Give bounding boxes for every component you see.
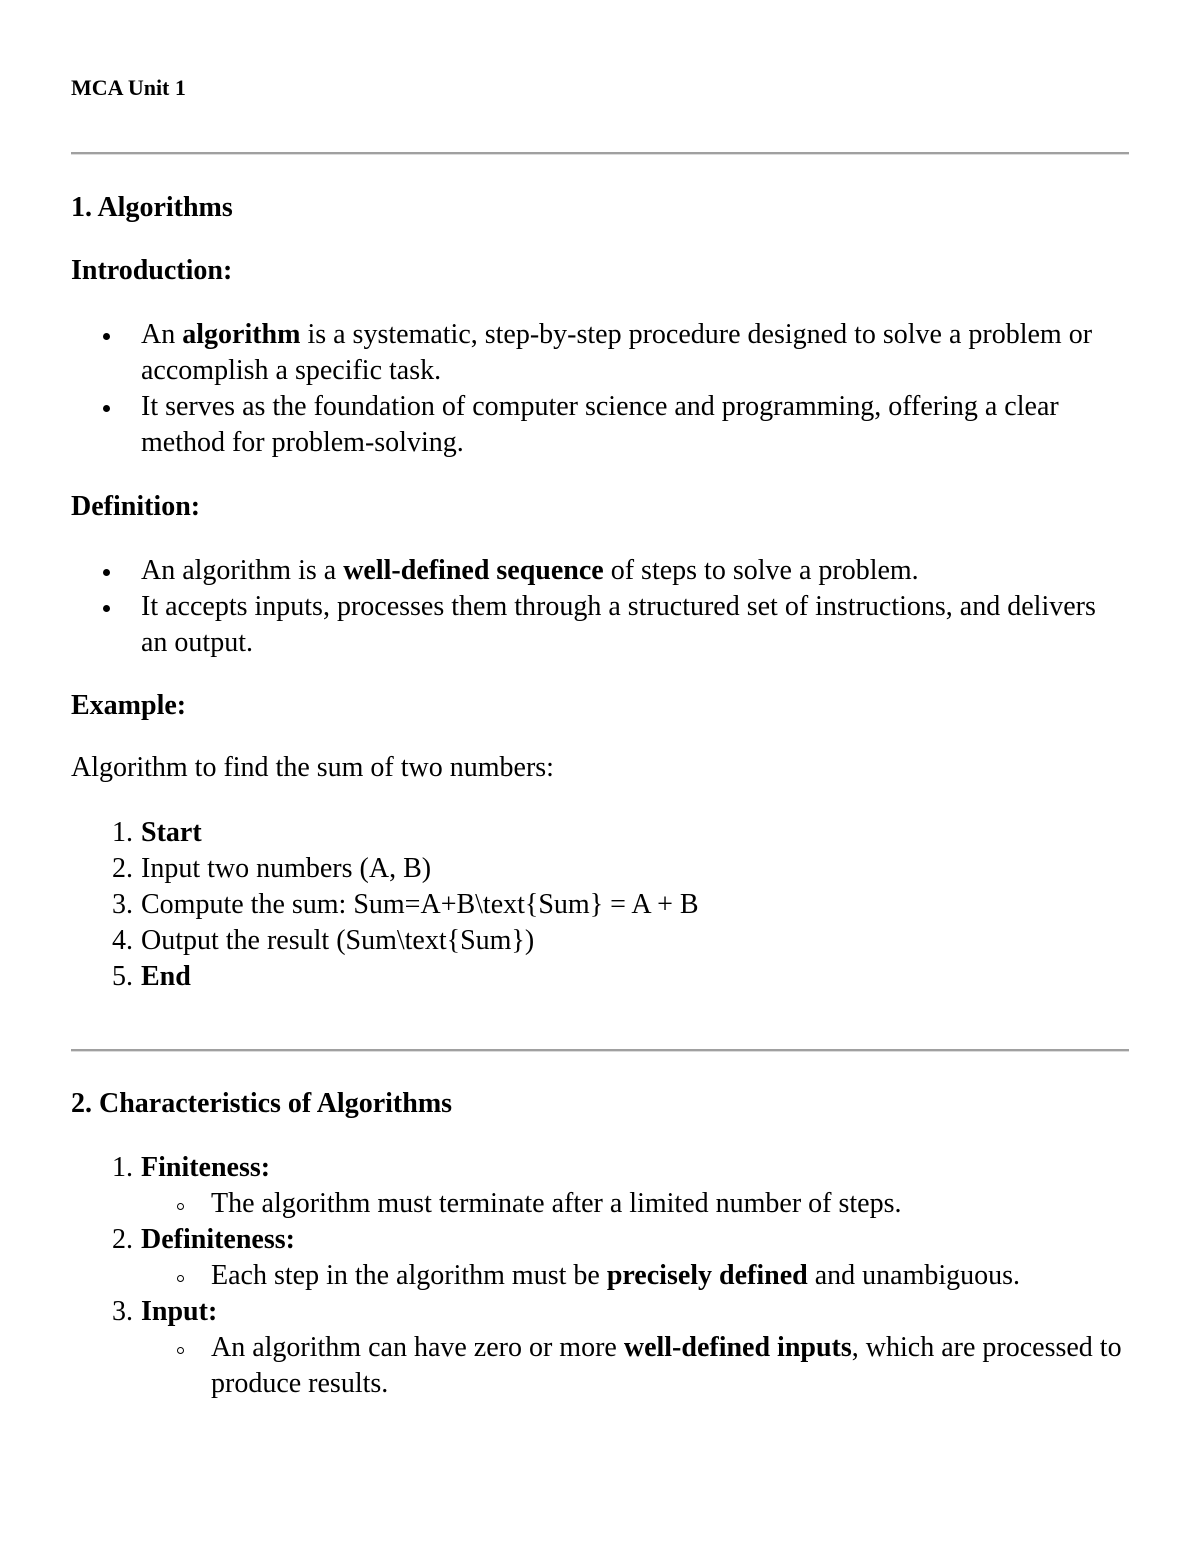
list-item-text: Output the result (Sum\text{Sum}) — [141, 925, 535, 956]
list-number: 4. — [112, 925, 133, 956]
characteristic-title: Definiteness: — [141, 1224, 295, 1255]
list-item-text: An algorithm can have zero or more — [211, 1332, 624, 1363]
list-item-text: An — [141, 319, 183, 350]
list-number: 3. — [112, 1296, 133, 1327]
horizontal-rule — [71, 1049, 1129, 1052]
list-number: 2. — [112, 1224, 133, 1255]
list-item-text: Input two numbers (A, B) — [141, 853, 432, 884]
list-item — [71, 589, 1129, 661]
hollow-bullet-icon — [177, 1275, 184, 1282]
subsection-heading-introduction: Introduction: — [71, 255, 233, 286]
bullet-icon — [103, 605, 110, 612]
list-item — [71, 1150, 1129, 1222]
list-number: 3. — [112, 889, 133, 920]
list-item — [71, 1294, 1129, 1402]
bullet-icon — [103, 405, 110, 412]
list-number: 1. — [112, 817, 133, 848]
list-item — [71, 923, 1129, 959]
sub-list — [141, 1258, 1129, 1294]
subsection-heading-definition: Definition: — [71, 491, 201, 522]
example-steps-list — [71, 815, 1129, 995]
list-item-text: Each step in the algorithm must be — [211, 1260, 607, 1291]
list-number: 5. — [112, 961, 133, 992]
list-item-text: It serves as the foundation of computer science and programming, offering a clear method for problem-solving. — [141, 391, 1059, 458]
hollow-bullet-icon — [177, 1347, 184, 1354]
list-item — [71, 887, 1129, 923]
list-number: 1. — [112, 1152, 133, 1183]
sub-list-item — [141, 1258, 1129, 1294]
list-item — [71, 1222, 1129, 1294]
subsection-heading-example: Example: — [71, 690, 187, 721]
document-header: MCA Unit 1 — [71, 75, 186, 100]
bullet-icon — [103, 333, 110, 340]
section-heading: 2. Characteristics of Algorithms — [71, 1088, 453, 1119]
characteristic-title: Input: — [141, 1296, 218, 1327]
list-item — [71, 851, 1129, 887]
definition-list — [71, 553, 1129, 661]
horizontal-rule — [71, 152, 1129, 155]
characteristics-list — [71, 1150, 1129, 1402]
list-item-text: An algorithm is a — [141, 555, 344, 586]
list-item-bold-text: well-defined sequence — [343, 555, 604, 586]
list-item — [71, 815, 1129, 851]
list-item-bold-text: algorithm — [182, 319, 301, 350]
introduction-list — [71, 317, 1129, 461]
sub-list-item — [141, 1186, 1129, 1222]
list-item-text: , which are processed to produce results. — [211, 1332, 1122, 1399]
list-item — [71, 553, 1129, 589]
list-item-text: is a systematic, step-by-step procedure designed to solve a problem or accomplish a specific task. — [141, 319, 1093, 386]
characteristic-title: Finiteness: — [141, 1152, 271, 1183]
list-item-text: of steps to solve a problem. — [603, 555, 919, 586]
list-item-bold-text: End — [141, 961, 191, 992]
section-heading: 1. Algorithms — [71, 192, 233, 223]
bullet-icon — [103, 569, 110, 576]
example-intro-paragraph: Algorithm to find the sum of two numbers: — [71, 752, 554, 783]
list-item-text: and unambiguous. — [807, 1260, 1021, 1291]
list-item-text: The algorithm must terminate after a limited number of steps. — [211, 1188, 902, 1219]
list-number: 2. — [112, 853, 133, 884]
sub-list-item — [141, 1330, 1129, 1402]
list-item-bold-text: precisely defined — [606, 1260, 808, 1291]
list-item — [71, 317, 1129, 389]
list-item-text: Compute the sum: Sum=A+B\text{Sum} = A + B — [141, 889, 699, 920]
list-item-bold-text: Start — [141, 817, 202, 848]
list-item — [71, 959, 1129, 995]
list-item — [71, 389, 1129, 461]
sub-list — [141, 1186, 1129, 1222]
list-item-text: It accepts inputs, processes them through a structured set of instructions, and delivers an output. — [141, 591, 1096, 658]
list-item-bold-text: well-defined inputs — [623, 1332, 852, 1363]
sub-list — [141, 1330, 1129, 1402]
hollow-bullet-icon — [177, 1203, 184, 1210]
